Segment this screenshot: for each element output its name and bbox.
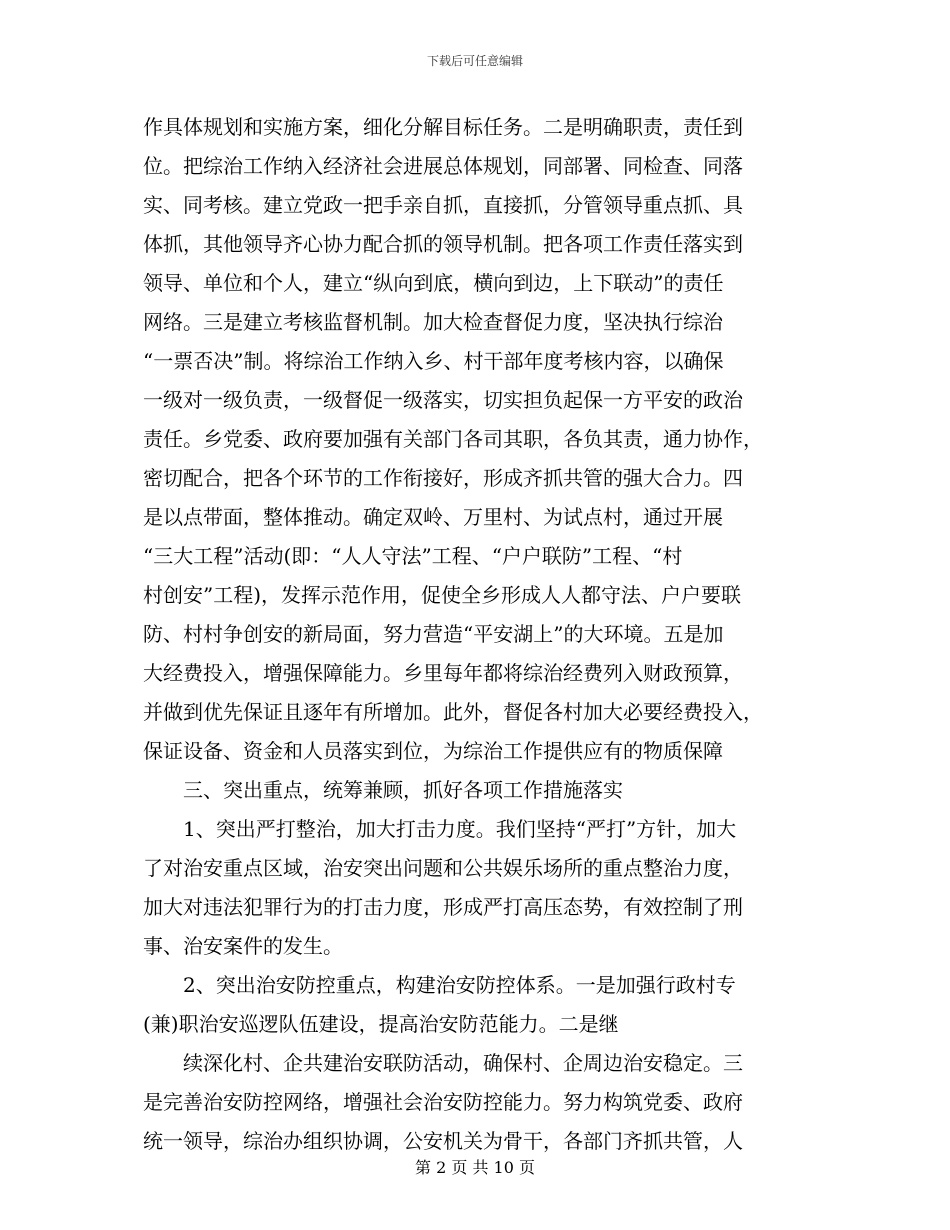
text-line: 统一领导，综治办组织协调，公安机关为骨干，各部门齐抓共管，人 (143, 1129, 743, 1153)
text-line: 体抓，其他领导齐心协力配合抓的领导机制。把各项工作责任落实到 (143, 232, 743, 256)
text-line: “三大工程”活动(即：“人人守法”工程、“户户联防”工程、“村 (143, 544, 683, 568)
text-line: 大经费投入，增强保障能力。乡里每年都将综治经费列入财政预算， (143, 661, 743, 685)
text-line: 责任。乡党委、政府要加强有关部门各司其职，各负其责，通力协作， (143, 427, 763, 451)
text-line: 是完善治安防控网络，增强社会治安防控能力。努力构筑党委、政府 (143, 1090, 743, 1114)
text-line: 网络。三是建立考核监督机制。加大检查督促力度，坚决执行综治 (143, 310, 723, 334)
text-line: 是以点带面，整体推动。确定双岭、万里村、为试点村，通过开展 (143, 505, 723, 529)
text-line: 续深化村、企共建治安联防活动，确保村、企周边治安稳定。三 (183, 1051, 743, 1075)
page-number: 第 2 页 共 10 页 (415, 1158, 535, 1177)
text-line: 实、同考核。建立党政一把手亲自抓，直接抓，分管领导重点抓、具 (143, 193, 743, 217)
text-line: 1、突出严打整治，加大打击力度。我们坚持“严打”方针，加大 (183, 817, 737, 841)
text-line: 了对治安重点区域，治安突出问题和公共娱乐场所的重点整治力度， (143, 856, 743, 880)
text-line: 领导、单位和个人，建立“纵向到底，横向到边，上下联动”的责任 (143, 271, 724, 295)
text-line: 位。把综治工作纳入经济社会进展总体规划，同部署、同检查、同落 (143, 154, 743, 178)
text-line: 密切配合，把各个环节的工作衔接好，形成齐抓共管的强大合力。四 (143, 466, 743, 490)
page-header: 下载后可任意编辑 (426, 54, 523, 68)
text-line: 防、村村争创安的新局面，努力营造“平安湖上”的大环境。五是加 (143, 622, 724, 646)
section-heading: 三、突出重点，统筹兼顾，抓好各项工作措施落实 (183, 778, 623, 802)
text-line: 村创安”工程)，发挥示范作用，促使全乡形成人人都守法、户户要联 (143, 583, 742, 607)
text-line: 并做到优先保证且逐年有所增加。此外，督促各村加大必要经费投入， (143, 700, 763, 724)
text-line: 加大对违法犯罪行为的打击力度，形成严打高压态势，有效控制了刑 (143, 895, 743, 919)
text-line: 事、治安案件的发生。 (143, 934, 343, 958)
text-line: 2、突出治安防控重点，构建治安防控体系。一是加强行政村专 (183, 973, 736, 997)
text-line: “一票否决”制。将综治工作纳入乡、村干部年度考核内容，以确保 (143, 349, 724, 373)
document-body (143, 108, 815, 1161)
text-line: 一级对一级负责，一级督促一级落实，切实担负起保一方平安的政治 (143, 388, 743, 412)
text-line: 作具体规划和实施方案，细化分解目标任务。二是明确职责，责任到 (143, 115, 743, 139)
text-line: 保证设备、资金和人员落实到位，为综治工作提供应有的物质保障 (143, 739, 723, 763)
text-line: (兼)职治安巡逻队伍建设，提高治安防范能力。二是继 (143, 1012, 619, 1036)
